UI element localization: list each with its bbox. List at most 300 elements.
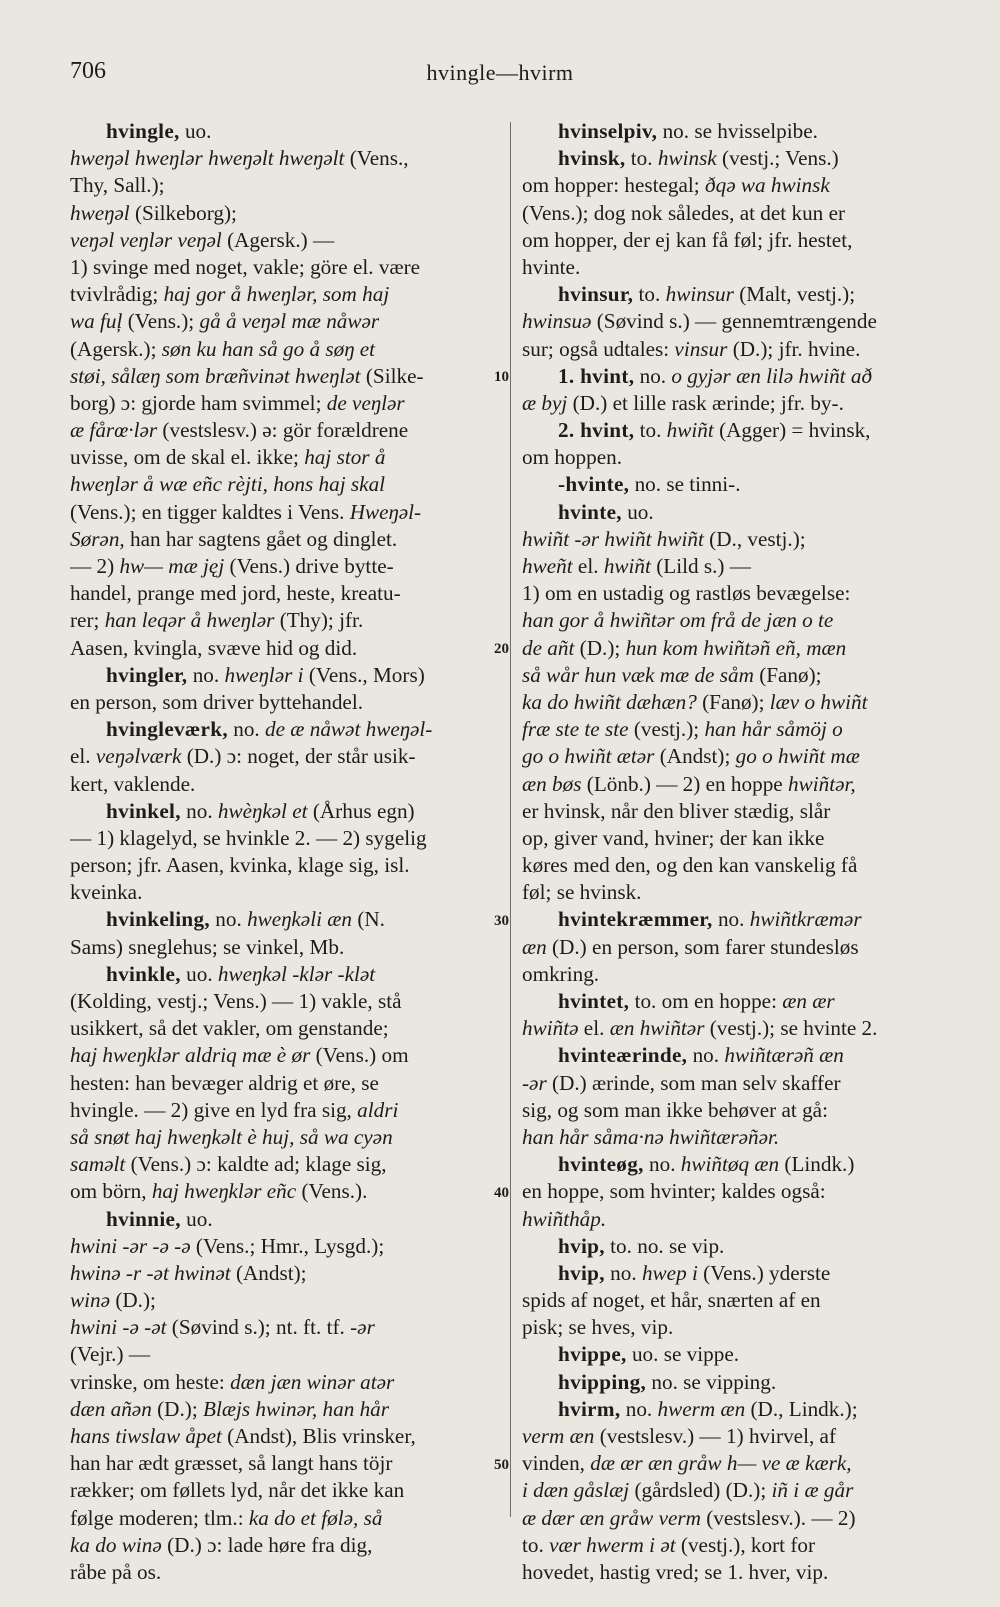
text-line (70, 1559, 500, 1586)
gloss-text: el. (70, 744, 96, 769)
text-line (70, 906, 500, 933)
gloss-text: Thy, Sall.); (70, 173, 165, 198)
gloss-text: (Vens.; Hmr., Lysgd.); (190, 1233, 385, 1258)
gloss-text: uo. (179, 119, 212, 143)
gloss-text: (vestj.); (628, 717, 705, 742)
dialect-form: hwinsk (657, 146, 717, 171)
text-line (70, 580, 500, 607)
gloss-text: (Vens., (344, 146, 409, 171)
text-line (522, 1341, 962, 1368)
gloss-text: sur; også udtales: (522, 336, 675, 361)
text-line (522, 553, 962, 580)
gloss-text: person; jfr. Aasen, kvinka, klage sig, isl. (70, 853, 410, 878)
text-line (522, 526, 962, 553)
gloss-text: 1) om en ustadig og rastløs bevægelse: (522, 581, 851, 606)
text-line (70, 689, 500, 716)
headword: hvingleværk, (106, 717, 228, 742)
headword: hvip, (558, 1260, 605, 1285)
text-line (522, 961, 962, 988)
gloss-text: (D., Lindk.); (745, 1396, 858, 1421)
gloss-text: (Malt, vestj.); (733, 282, 856, 307)
gloss-text: usikkert, så det vakler, om genstande; (70, 1016, 389, 1041)
dialect-form: haj gor å hweŋlər, som haj (163, 282, 390, 307)
gloss-text: no. (180, 798, 218, 823)
text-line (70, 1124, 500, 1151)
line-number: 30 (494, 912, 509, 929)
gloss-text: uo. (180, 1206, 213, 1231)
text-line (522, 499, 962, 526)
line-number: 10 (494, 368, 509, 385)
text-line (70, 172, 500, 199)
gloss-text: borg) ɔ: gjorde ham svimmel; (70, 390, 327, 415)
text-line (522, 825, 962, 852)
gloss-text: vinden, (522, 1451, 591, 1476)
text-line (70, 743, 500, 770)
dialect-form: hwiñt (603, 554, 651, 578)
text-line (70, 988, 500, 1015)
text-line (522, 988, 962, 1015)
text-line (522, 1124, 962, 1151)
gloss-text: (D.); (574, 635, 626, 660)
dialect-form: Blæjs hwinər, han hår (203, 1396, 390, 1421)
dialect-form: søn ku han så go å søŋ et (161, 336, 376, 361)
gloss-text: (Silke- (360, 363, 424, 388)
headword: hvipping, (558, 1369, 647, 1394)
gloss-text: (Fanø); (753, 662, 822, 687)
text-line (522, 771, 962, 798)
dialect-form: støi, sålæŋ som bræñvinət hweŋlət (70, 363, 361, 388)
gloss-text: no. se hvisselpibe. (657, 119, 818, 143)
gloss-text: (Søvind s.) — gennemtrængende (591, 309, 877, 334)
headword: hvintekræmmer, (558, 907, 713, 932)
headword: hvinsur, (558, 282, 634, 307)
dialect-form: æn bøs (522, 771, 582, 796)
text-line (522, 1477, 962, 1504)
gloss-text: to. (633, 282, 666, 307)
dialect-form: de æ nåwət hweŋəl- (265, 717, 433, 742)
headword: hvip, (558, 1233, 605, 1258)
gloss-text: (Agersk.) — (221, 227, 335, 252)
gloss-text: Aasen, kvingla, svæve hid og did. (70, 635, 358, 660)
dialect-form: æ byj (522, 390, 568, 415)
gloss-text: kveinka. (70, 880, 143, 905)
dialect-form: hwinə -r -ət hwinət (70, 1260, 231, 1285)
dialect-form: hwep i (641, 1260, 698, 1285)
headword: 2. hvint, (558, 418, 635, 443)
text-line (522, 1505, 962, 1532)
dialect-form: hwiñtə (522, 1016, 579, 1041)
gloss-text: (D.) en person, som farer stundesløs (546, 934, 859, 959)
gloss-text: uo. (180, 961, 218, 986)
gloss-text: han har sagtens gået og dinglet. (124, 526, 398, 551)
headword: hvinkel, (106, 798, 181, 823)
headword: hvingler, (106, 662, 188, 687)
text-line (522, 1450, 962, 1477)
text-line (70, 254, 500, 281)
dialect-form: hwini -ər -ə -ə (70, 1233, 191, 1258)
page-number: 706 (70, 58, 106, 84)
text-line (522, 1015, 962, 1042)
gloss-text: — 2) (70, 554, 120, 578)
text-line (70, 716, 500, 743)
headword: hvinselpiv, (558, 119, 658, 143)
text-line (70, 1260, 500, 1287)
left-column (70, 118, 500, 1586)
dialect-form: haj hweŋklər aldriq mæ è ør (70, 1043, 311, 1068)
text-line (522, 852, 962, 879)
dialect-form: verm æn (522, 1424, 595, 1448)
dialect-form: æn (522, 934, 547, 959)
headword: hvinkeling, (106, 907, 210, 932)
gloss-text: spids af noget, et hår, snærten af en (522, 1288, 821, 1313)
dialect-form: han hår såma·nə hwiñtærəñər. (522, 1124, 780, 1149)
text-line (522, 662, 962, 689)
text-line (70, 662, 500, 689)
gloss-text: om hoppen. (522, 445, 623, 470)
gloss-text: (Vens.); (122, 309, 200, 334)
text-line (70, 1178, 500, 1205)
gloss-text: føl; se hvinsk. (522, 880, 642, 905)
dialect-form: hwiñt -ər hwiñt hwiñt (522, 526, 704, 551)
headword: hvinnie, (106, 1206, 181, 1231)
dialect-form: hwèŋkəl et (217, 798, 308, 823)
dialect-form: hwinsuə (522, 309, 592, 334)
headword: hvingle, (106, 119, 180, 143)
gloss-text: (Vejr.) — (70, 1342, 151, 1367)
dialect-form: hwiñtøq æn (680, 1152, 780, 1177)
text-line (70, 1233, 500, 1260)
text-line (70, 444, 500, 471)
dialect-form: haj stor å (304, 445, 386, 470)
gloss-text: Sams) sneglehus; se vinkel, Mb. (70, 934, 345, 959)
gloss-text: 1) svinge med noget, vakle; göre el. være (70, 254, 421, 279)
gloss-text: (Silkeborg); (129, 200, 237, 225)
gloss-text: (N. (352, 907, 385, 932)
text-line (70, 771, 500, 798)
dialect-form: hwiñtkræmər (749, 907, 862, 932)
text-line (70, 1369, 500, 1396)
text-line (522, 580, 962, 607)
gloss-text: to. (634, 418, 667, 443)
text-line (522, 689, 962, 716)
text-line (70, 798, 500, 825)
gloss-text: (vestslesv.) ə: gör forældrene (157, 418, 409, 443)
text-line (522, 172, 962, 199)
dialect-form: hweŋlər å wæ eñc rèjti, hons haj skal (70, 472, 386, 497)
gloss-text: om börn, (70, 1179, 152, 1204)
gloss-text: vrinske, om heste: (70, 1369, 231, 1394)
text-line (522, 1287, 962, 1314)
dialect-form: læv o hwiñt (769, 689, 868, 714)
dialect-form: hwini -ə -ət (70, 1315, 167, 1340)
dialect-form: vær hwerm i ət (549, 1532, 676, 1557)
text-line (70, 118, 500, 145)
gloss-text: (Andst); (230, 1260, 307, 1285)
text-line (522, 281, 962, 308)
gloss-text: han har ædt græsset, så langt hans töjr (70, 1451, 393, 1476)
text-line (522, 254, 962, 281)
gloss-text: (D.); (151, 1396, 204, 1421)
text-line (522, 363, 962, 390)
text-line (522, 635, 962, 662)
line-number: 50 (494, 1456, 509, 1473)
text-line (70, 934, 500, 961)
headword: hvinkle, (106, 961, 181, 986)
gloss-text: (Vens.); dog nok således, at det kun er (522, 200, 846, 225)
gloss-text: en person, som driver byttehandel. (70, 689, 364, 714)
dialect-form: han gor å hwiñtər om frå de jæn o te (522, 608, 834, 633)
gloss-text: no. (712, 907, 750, 932)
text-line (70, 961, 500, 988)
dialect-form: ka do hwiñt dæhæn? (522, 689, 697, 714)
text-line (70, 471, 500, 498)
text-line (70, 336, 500, 363)
text-line (70, 308, 500, 335)
headword: hvinsk, (558, 146, 626, 171)
text-line (522, 607, 962, 634)
gloss-text: (Vens., Mors) (303, 662, 425, 687)
text-line (70, 1341, 500, 1368)
text-line (70, 1532, 500, 1559)
running-head: hvingle—hvirm (426, 60, 574, 85)
dialect-form: æn ær (782, 989, 835, 1013)
headword: hvintet, (558, 989, 630, 1013)
dialect-form: veŋəlværk (95, 744, 182, 769)
text-line (70, 1042, 500, 1069)
dialect-form: æ dær æn gråw verm (522, 1505, 701, 1530)
dialect-form: aldri (357, 1097, 399, 1122)
text-line (522, 1260, 962, 1287)
text-line (70, 825, 500, 852)
gloss-text: el. (572, 554, 604, 578)
gloss-text: (Vens.) yderste (697, 1260, 831, 1285)
gloss-text: (Søvind s.); nt. ft. tf. (166, 1315, 351, 1340)
text-line (522, 879, 962, 906)
dialect-form: hwiñt (666, 418, 714, 443)
gloss-text: (Thy); jfr. (274, 608, 364, 633)
line-number: 40 (494, 1184, 509, 1201)
gloss-text: hesten: han bevæger aldrig et øre, se (70, 1070, 379, 1095)
gloss-text: (D.) et lille rask ærinde; jfr. by-. (567, 390, 844, 415)
text-line (522, 934, 962, 961)
gloss-text: (gårdsled) (D.); (629, 1478, 772, 1503)
gloss-text: no. (604, 1260, 642, 1285)
gloss-text: no. se tinni-. (629, 472, 741, 497)
text-line (70, 635, 500, 662)
dialect-form: så wår hun væk mæ de såm (522, 662, 754, 687)
text-line (522, 798, 962, 825)
gloss-text: er hvinsk, når den bliver stædig, slår (522, 798, 831, 823)
headword: -hvinte, (558, 472, 630, 497)
gloss-text: (D.); (110, 1288, 156, 1313)
dialect-form: så snøt haj hweŋkəlt è huj, så wa cyən (70, 1124, 393, 1149)
text-line (522, 308, 962, 335)
dialect-form: hans tiwslaw åpet (70, 1424, 222, 1448)
gloss-text: råbe på os. (70, 1559, 162, 1584)
gloss-text: op, giver vand, hviner; der kan ikke (522, 825, 825, 850)
text-line (522, 1233, 962, 1260)
gloss-text: (Andst); (654, 744, 736, 769)
dialect-form: fræ ste te ste (522, 717, 629, 742)
gloss-text: no. (687, 1043, 725, 1068)
dialect-form: hweŋkəli æn (247, 907, 353, 932)
text-line (70, 1450, 500, 1477)
text-line (70, 1151, 500, 1178)
gloss-text: om hopper: hestegal; (522, 173, 705, 198)
text-line (70, 1097, 500, 1124)
dialect-form: hweñt (522, 554, 573, 578)
gloss-text: (D.) ɔ: lade høre fra dig, (161, 1532, 373, 1557)
text-line (70, 390, 500, 417)
dialect-form: hwiñthåp. (522, 1206, 607, 1231)
gloss-text: uvisse, om de skal el. ikke; (70, 445, 305, 470)
gloss-text: rækker; om føllets lyd, når det ikke kan (70, 1478, 405, 1503)
gloss-text: (Vens.); en tigger kaldtes i Vens. (70, 499, 350, 524)
dialect-form: æn hwiñtər (609, 1016, 705, 1041)
gloss-text: uo. (621, 499, 654, 524)
dialect-form: go o hwiñt mæ (735, 744, 860, 769)
gloss-text: (vestj.; Vens.) (716, 146, 839, 171)
text-line (522, 336, 962, 363)
gloss-text: køres med den, og den kan vanskelig få (522, 853, 858, 878)
text-line (522, 1042, 962, 1069)
headword: hvinteærinde, (558, 1043, 688, 1068)
dialect-form: hwiñtærəñ æn (724, 1043, 844, 1068)
gloss-text: no. (643, 1152, 681, 1177)
headword: hvinteøg, (558, 1152, 644, 1177)
dialect-form: hwinsur (665, 282, 734, 307)
dialect-form: de veŋlər (326, 390, 405, 415)
text-line (70, 1505, 500, 1532)
gloss-text: (Vens.) ɔ: kaldte ad; klage sig, (125, 1152, 387, 1177)
dialect-form: Sørən, (70, 526, 125, 551)
text-line (522, 1314, 962, 1341)
text-line (70, 1070, 500, 1097)
dialect-form: dæn añən (70, 1396, 152, 1421)
gloss-text: (vestj.); se hvinte 2. (704, 1016, 878, 1041)
dialect-form: winə (70, 1288, 111, 1313)
text-line (70, 526, 500, 553)
gloss-text: uo. se vippe. (626, 1342, 740, 1367)
text-line (70, 879, 500, 906)
gloss-text: to. no. se vip. (604, 1233, 725, 1258)
text-line (522, 118, 962, 145)
headword: hvinte, (558, 499, 622, 524)
gloss-text: sig, og som man ikke behøver at gå: (522, 1097, 828, 1122)
text-line (522, 906, 962, 933)
gloss-text: to. (522, 1532, 550, 1557)
text-line (522, 1178, 962, 1205)
dialect-form: hweŋəl hweŋlər hweŋəlt hweŋəlt (70, 146, 345, 171)
gloss-text: pisk; se hves, vip. (522, 1315, 674, 1340)
dialect-form: o gyjər æn lilə hwiñt að (671, 363, 873, 388)
gloss-text: (vestslesv.). — 2) (700, 1505, 856, 1530)
dialect-form: hwerm æn (657, 1396, 746, 1421)
gloss-text: (Vens.) drive bytte- (224, 554, 394, 578)
dialect-form: han leqər å hweŋlər (104, 608, 275, 633)
gloss-text: (Lindk.) (779, 1152, 855, 1177)
gloss-text: om hopper, der ej kan få føl; jfr. hestet, (522, 227, 853, 252)
dialect-form: go o hwiñt ætər (522, 744, 655, 769)
dialect-form: iñ i æ går (771, 1478, 854, 1503)
text-line (522, 1559, 962, 1586)
right-column (522, 118, 962, 1586)
gloss-text: no. (227, 717, 265, 742)
text-line (70, 363, 500, 390)
dialect-form: wa fuļ (70, 309, 123, 334)
gloss-text: handel, prange med jord, heste, kreatu- (70, 581, 401, 606)
gloss-text: omkring. (522, 961, 600, 986)
gloss-text: (Lild s.) — (650, 554, 751, 578)
text-line (522, 1151, 962, 1178)
dialect-form: ka do winə (70, 1532, 162, 1557)
dialect-form: haj hweŋklər eñc (151, 1179, 297, 1204)
gloss-text: følge moderen; tlm.: (70, 1505, 249, 1530)
text-line (522, 716, 962, 743)
text-line (70, 417, 500, 444)
text-line (70, 200, 500, 227)
text-line (522, 1423, 962, 1450)
dialect-form: de añt (522, 635, 575, 660)
gloss-text: (D.) ærinde, som man selv skaffer (546, 1070, 841, 1095)
dialect-form: dæn jæn winər atər (230, 1369, 395, 1394)
gloss-text: (Agersk.); (70, 336, 162, 361)
line-number: 20 (494, 640, 509, 657)
dialect-form: æ fårœ·lər (70, 418, 158, 443)
gloss-text: (Lönb.) — 2) en hoppe (581, 771, 788, 796)
gloss-text: (vestj.), kort for (675, 1532, 816, 1557)
text-line (522, 1070, 962, 1097)
text-line (522, 743, 962, 770)
gloss-text: tvivlrådig; (70, 282, 164, 307)
text-line (70, 1396, 500, 1423)
text-line (522, 417, 962, 444)
dialect-form: i dæn gåslæj (522, 1478, 630, 1503)
text-line (522, 1097, 962, 1124)
gloss-text: hvingle. — 2) give en lyd fra sig, (70, 1097, 358, 1122)
text-line (70, 1015, 500, 1042)
text-line (522, 1532, 962, 1559)
gloss-text: no. se vipping. (646, 1369, 777, 1394)
gloss-text: (D., vestj.); (703, 526, 806, 551)
dialect-form: ðqə wa hwinsk (705, 173, 830, 198)
gloss-text: kert, vaklende. (70, 771, 196, 796)
text-line (522, 227, 962, 254)
gloss-text: no. (209, 907, 248, 932)
gloss-text: (Fanø); (696, 689, 770, 714)
text-line (70, 1477, 500, 1504)
gloss-text: (Kolding, vestj.; Vens.) — 1) vakle, stå (70, 989, 402, 1013)
dialect-form: vinsur (674, 336, 728, 361)
headword: 1. hvint, (558, 363, 635, 388)
text-line (70, 852, 500, 879)
text-line (70, 607, 500, 634)
text-line (522, 390, 962, 417)
gloss-text: (Århus egn) (307, 798, 415, 823)
gloss-text: no. (634, 363, 672, 388)
gloss-text: to. om en hoppe: (629, 989, 783, 1013)
gloss-text: (Andst), Blis vrinsker, (221, 1424, 416, 1448)
text-line (522, 1396, 962, 1423)
dialect-form: Hweŋəl- (349, 499, 422, 524)
text-line (522, 444, 962, 471)
dialect-form: hw— mæ jęj (119, 554, 225, 578)
dialect-form: hwiñtər, (788, 771, 856, 796)
dialect-form: -ər (350, 1315, 375, 1340)
headword: hvirm, (558, 1396, 621, 1421)
headword: hvippe, (558, 1342, 627, 1367)
text-line (522, 145, 962, 172)
